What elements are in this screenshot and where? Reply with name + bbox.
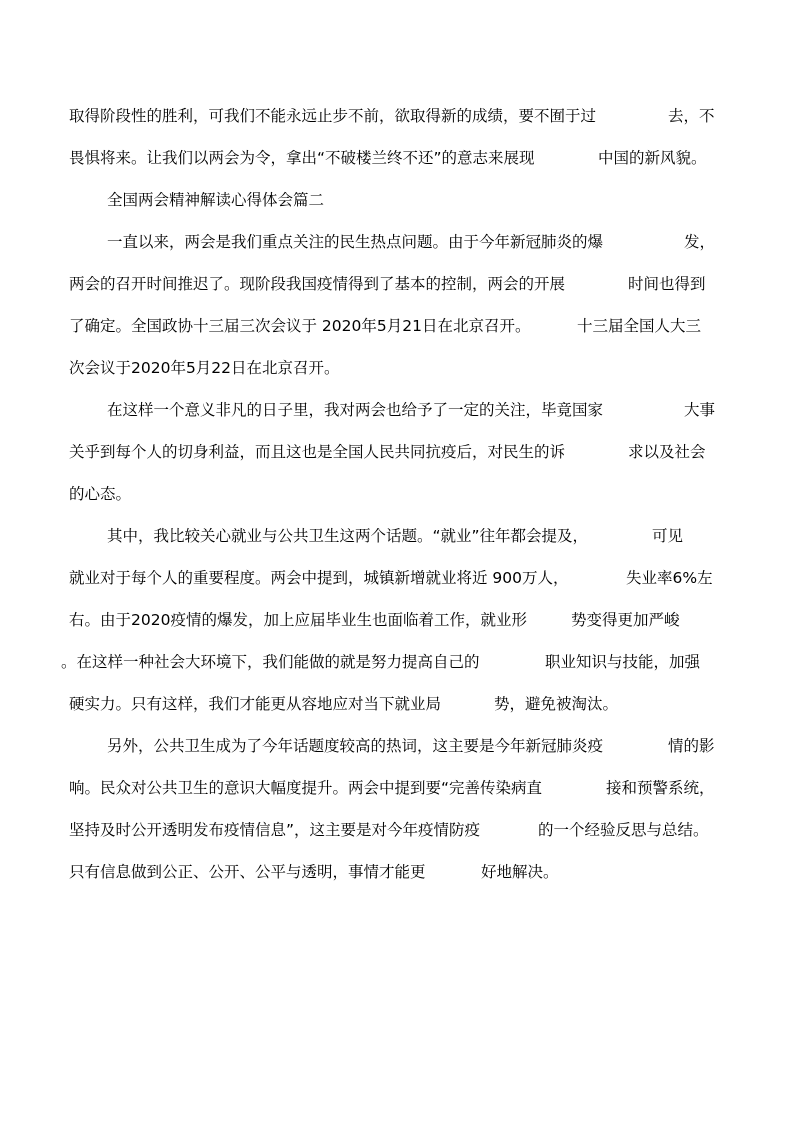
text-segment: 就业对于每个人的重要程度。两会中提到，城镇新增就业将近 900万人， <box>69 569 569 587</box>
paragraph-line <box>0 269 794 299</box>
text-segment: 在这样一个意义非凡的日子里，我对两会也给予了一定的关注，毕竟国家 <box>107 401 604 419</box>
text-segment: 其中，我比较关心就业与公共卫生这两个话题。“就业”往年都会提及， <box>107 527 589 545</box>
text-segment: 中国的新风貌。 <box>598 149 707 167</box>
text-segment: 次会议于2020年5月22日在北京召开。 <box>69 359 340 377</box>
text-segment: 硬实力。只有这样，我们才能更从容地应对当下就业局 <box>69 695 442 713</box>
text-segment: 畏惧将来。让我们以两会为令，拿出“不破楼兰终不还”的意志来展现 <box>69 149 535 167</box>
text-segment: 势变得更加严峻 <box>571 611 680 629</box>
text-segment: 失业率6%左 <box>626 569 713 587</box>
paragraph-line <box>0 143 794 173</box>
paragraph-line <box>0 647 794 677</box>
paragraph-line <box>0 731 794 761</box>
text-segment: 的一个经验反思与总结。 <box>538 821 709 839</box>
heading-text: 全国两会精神解读心得体会篇二 <box>107 191 325 209</box>
text-segment: 可见 <box>652 527 684 545</box>
paragraph-line <box>0 689 794 719</box>
paragraph-line <box>0 227 794 257</box>
text-segment: 右。由于2020疫情的爆发，加上应届毕业生也面临着工作，就业形 <box>69 611 527 629</box>
paragraph-line <box>0 773 794 803</box>
text-segment: 接和预警系统， <box>606 779 715 797</box>
text-segment: 关乎到每个人的切身利益，而且这也是全国人民共同抗疫后，对民生的诉 <box>69 443 566 461</box>
paragraph-line <box>0 563 794 593</box>
text-segment: 取得阶段性的胜利，可我们不能永远止步不前，欲取得新的成绩，要不囿于过 <box>69 107 597 125</box>
text-segment: 另外，公共卫生成为了今年话题度较高的热词，这主要是今年新冠肺炎疫 <box>107 737 604 755</box>
paragraph-line <box>0 101 794 131</box>
text-segment: 的心态。 <box>69 485 132 503</box>
text-segment: 求以及社会 <box>628 443 706 461</box>
paragraph-line <box>0 605 794 635</box>
section-heading <box>0 185 794 215</box>
text-segment: 情的影 <box>668 737 715 755</box>
paragraph-line <box>0 311 794 341</box>
text-segment: 势，避免被淘汰。 <box>494 695 619 713</box>
text-segment: 去，不 <box>668 107 715 125</box>
paragraph-line <box>0 479 794 509</box>
paragraph-line <box>0 395 794 425</box>
text-segment: 了确定。全国政协十三届三次会议于 2020年5月21日在北京召开。 <box>69 317 531 335</box>
text-segment: 坚持及时公开透明发布疫情信息”，这主要是对今年疫情防疫 <box>69 821 481 839</box>
text-segment: 只有信息做到公正、公开、公平与透明，事情才能更 <box>69 863 426 881</box>
paragraph-line <box>0 857 794 887</box>
text-segment: 大事 <box>684 401 716 419</box>
text-segment: 职业知识与技能，加强 <box>545 653 701 671</box>
text-segment: 两会的召开时间推迟了。现阶段我国疫情得到了基本的控制，两会的开展 <box>69 275 566 293</box>
paragraph-line <box>0 521 794 551</box>
text-segment: 响。民众对公共卫生的意识大幅度提升。两会中提到要“完善传染病直 <box>69 779 543 797</box>
text-segment: 。在这样一种社会大环境下，我们能做的就是努力提高自己的 <box>61 653 480 671</box>
text-segment: 一直以来，两会是我们重点关注的民生热点问题。由于今年新冠肺炎的爆 <box>107 233 604 251</box>
text-segment: 好地解决。 <box>481 863 559 881</box>
text-segment: 时间也得到 <box>628 275 706 293</box>
paragraph-line <box>0 353 794 383</box>
paragraph-line <box>0 815 794 845</box>
paragraph-line <box>0 437 794 467</box>
text-segment: 发， <box>684 233 716 251</box>
text-segment: 十三届全国人大三 <box>577 317 702 335</box>
